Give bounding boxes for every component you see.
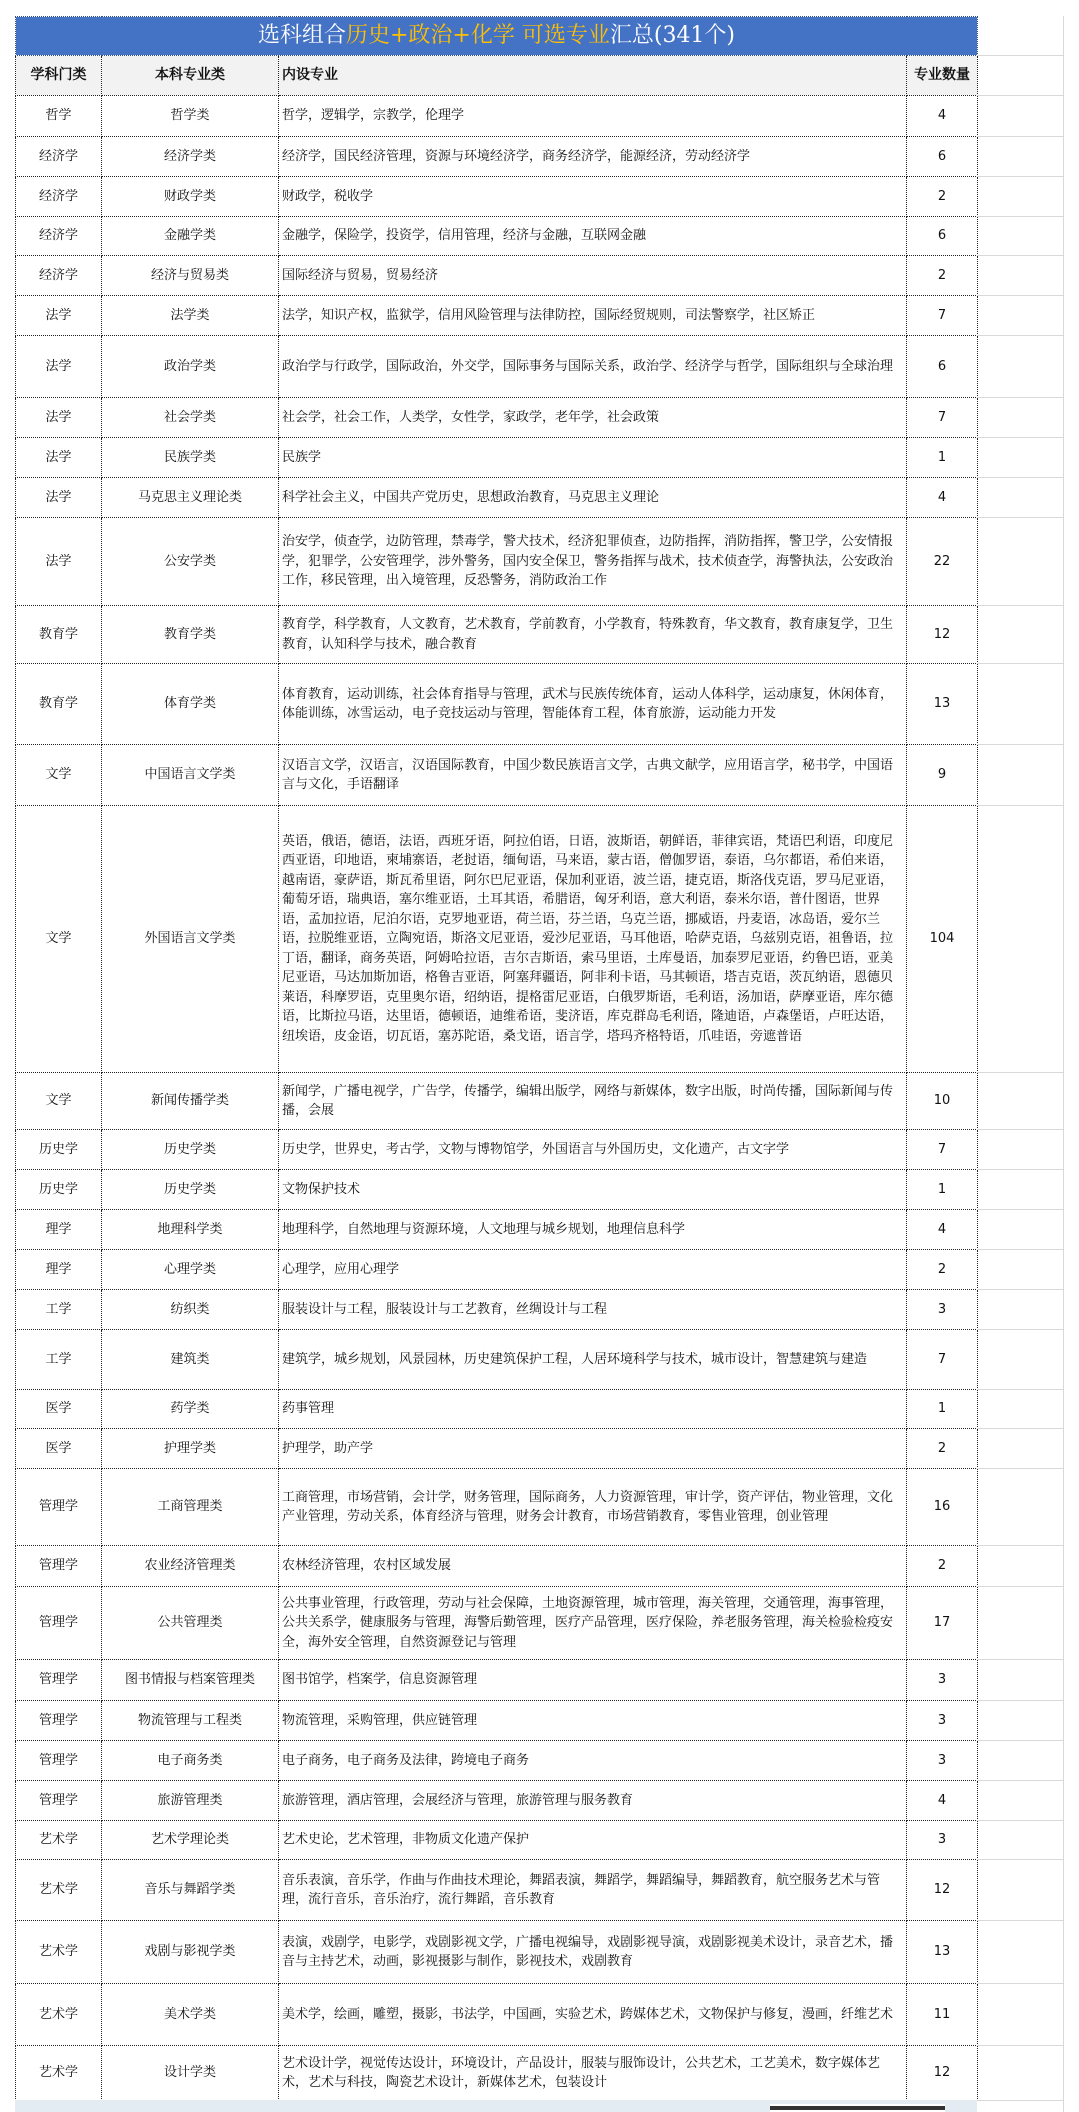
category-cell: 药学类 xyxy=(102,1390,279,1429)
table-row xyxy=(16,606,978,664)
discipline-cell: 理学 xyxy=(16,1250,102,1290)
majors-cell: 美术学，绘画，雕塑，摄影，书法学，中国画，实验艺术，跨媒体艺术，文物保护与修复，漫画，纤维艺术 xyxy=(279,1984,907,2046)
table-row xyxy=(16,1130,978,1170)
majors-cell: 图书馆学，档案学，信息资源管理 xyxy=(279,1660,907,1701)
count-cell: 12 xyxy=(907,606,978,664)
count-cell: 13 xyxy=(907,1921,978,1984)
majors-cell: 金融学，保险学，投资学，信用管理，经济与金融，互联网金融 xyxy=(279,217,907,256)
category-cell: 公共管理类 xyxy=(102,1587,279,1660)
discipline-cell: 艺术学 xyxy=(16,1921,102,1984)
count-cell: 2 xyxy=(907,256,978,296)
gridline xyxy=(977,805,1063,806)
table-row xyxy=(16,1390,978,1429)
table-row xyxy=(16,806,978,1073)
count-cell: 6 xyxy=(907,137,978,177)
count-cell: 2 xyxy=(907,177,978,217)
table-row xyxy=(16,1073,978,1130)
majors-cell: 社会学，社会工作，人类学，女性学，家政学，老年学，社会政策 xyxy=(279,398,907,438)
majors-cell: 新闻学，广播电视学，广告学，传播学，编辑出版学，网络与新媒体，数字出版，时尚传播，国际新闻与传播，会展 xyxy=(279,1073,907,1130)
table-row xyxy=(16,1290,978,1330)
category-cell: 政治学类 xyxy=(102,336,279,398)
discipline-cell: 法学 xyxy=(16,478,102,518)
gridline xyxy=(977,1700,1063,1701)
category-cell: 民族学类 xyxy=(102,438,279,478)
count-cell: 2 xyxy=(907,1250,978,1290)
category-cell: 心理学类 xyxy=(102,1250,279,1290)
discipline-cell: 医学 xyxy=(16,1390,102,1429)
majors-cell: 科学社会主义，中国共产党历史，思想政治教育，马克思主义理论 xyxy=(279,478,907,518)
category-cell: 戏剧与影视学类 xyxy=(102,1921,279,1984)
gridline xyxy=(977,1659,1063,1660)
majors-cell: 艺术设计学，视觉传达设计，环境设计，产品设计，服装与服饰设计，公共艺术，工艺美术，数字媒体艺术，艺术与科技，陶瓷艺术设计，新媒体艺术，包装设计 xyxy=(279,2046,907,2101)
table-row xyxy=(16,296,978,336)
gridline xyxy=(977,1983,1063,1984)
category-cell: 体育学类 xyxy=(102,664,279,745)
discipline-cell: 法学 xyxy=(16,296,102,336)
count-cell: 1 xyxy=(907,438,978,478)
count-cell: 4 xyxy=(907,478,978,518)
cut-off-footer-logo xyxy=(770,2104,945,2112)
page-title xyxy=(16,17,978,56)
majors-cell: 物流管理，采购管理，供应链管理 xyxy=(279,1701,907,1741)
gridline xyxy=(977,397,1063,398)
category-cell: 纺织类 xyxy=(102,1290,279,1330)
table-row xyxy=(16,1546,978,1587)
category-cell: 经济与贸易类 xyxy=(102,256,279,296)
majors-cell: 药事管理 xyxy=(279,1390,907,1429)
discipline-cell: 哲学 xyxy=(16,96,102,137)
category-cell: 马克思主义理论类 xyxy=(102,478,279,518)
majors-cell: 体育教育，运动训练，社会体育指导与管理，武术与民族传统体育，运动人体科学，运动康复，休闲体育，体能训练，冰雪运动，电子竞技运动与管理，智能体育工程，体育旅游，运动能力开发 xyxy=(279,664,907,745)
discipline-cell: 文学 xyxy=(16,806,102,1073)
gridline xyxy=(977,1329,1063,1330)
gridline xyxy=(977,477,1063,478)
table-row xyxy=(16,1984,978,2046)
count-cell: 7 xyxy=(907,296,978,336)
category-cell: 艺术学理论类 xyxy=(102,1821,279,1860)
majors-cell: 农林经济管理，农村区域发展 xyxy=(279,1546,907,1587)
gridline xyxy=(977,1169,1063,1170)
discipline-cell: 经济学 xyxy=(16,256,102,296)
majors-cell: 法学，知识产权，监狱学，信用风险管理与法律防控，国际经贸规则，司法警察学，社区矫正 xyxy=(279,296,907,336)
discipline-cell: 管理学 xyxy=(16,1469,102,1546)
count-cell: 13 xyxy=(907,664,978,745)
count-cell: 3 xyxy=(907,1660,978,1701)
count-cell: 3 xyxy=(907,1821,978,1860)
category-cell: 工商管理类 xyxy=(102,1469,279,1546)
header-discipline: 学科门类 xyxy=(16,56,102,96)
majors-cell: 治安学，侦查学，边防管理，禁毒学，警犬技术，经济犯罪侦查，边防指挥，消防指挥，警卫学，公安情报学，犯罪学，公安管理学，涉外警务，国内安全保卫，警务指挥与战术，技术侦查学，海警执法，公安政治工作，移民管理，出入境管理，反恐警务，消防政治工作 xyxy=(279,518,907,606)
table-row xyxy=(16,256,978,296)
gridline xyxy=(977,1072,1063,1073)
count-cell: 2 xyxy=(907,1546,978,1587)
count-cell: 6 xyxy=(907,217,978,256)
category-cell: 哲学类 xyxy=(102,96,279,137)
table-row xyxy=(16,745,978,806)
table-row xyxy=(16,398,978,438)
category-cell: 教育学类 xyxy=(102,606,279,664)
table-row xyxy=(16,1330,978,1390)
majors-cell: 公共事业管理，行政管理，劳动与社会保障，土地资源管理，城市管理，海关管理，交通管理，海事管理，公共关系学，健康服务与管理，海警后勤管理，医疗产品管理，医疗保险，养老服务管理，海关检验检疫安全，海外安全管理，自然资源登记与管理 xyxy=(279,1587,907,1660)
category-cell: 设计学类 xyxy=(102,2046,279,2101)
majors-cell: 财政学，税收学 xyxy=(279,177,907,217)
table-row xyxy=(16,1821,978,1860)
gridline xyxy=(977,1859,1063,1860)
gridline xyxy=(977,517,1063,518)
majors-cell: 教育学，科学教育，人文教育，艺术教育，学前教育，小学教育，特殊教育，华文教育，教育康复学，卫生教育，认知科学与技术，融合教育 xyxy=(279,606,907,664)
majors-cell: 服装设计与工程，服装设计与工艺教育，丝绸设计与工程 xyxy=(279,1290,907,1330)
table-row xyxy=(16,1469,978,1546)
count-cell: 4 xyxy=(907,1210,978,1250)
count-cell: 12 xyxy=(907,1860,978,1921)
category-cell: 农业经济管理类 xyxy=(102,1546,279,1587)
title-suffix: 汇总(341个) xyxy=(609,23,736,49)
table-row xyxy=(16,137,978,177)
title-row xyxy=(16,17,978,56)
count-cell: 16 xyxy=(907,1469,978,1546)
count-cell: 3 xyxy=(907,1701,978,1741)
discipline-cell: 历史学 xyxy=(16,1170,102,1210)
majors-cell: 历史学，世界史，考古学，文物与博物馆学，外国语言与外国历史，文化遗产，古文字学 xyxy=(279,1130,907,1170)
discipline-cell: 经济学 xyxy=(16,217,102,256)
count-cell: 104 xyxy=(907,806,978,1073)
category-cell: 中国语言文学类 xyxy=(102,745,279,806)
count-cell: 10 xyxy=(907,1073,978,1130)
category-cell: 新闻传播学类 xyxy=(102,1073,279,1130)
gridline xyxy=(977,1389,1063,1390)
category-cell: 旅游管理类 xyxy=(102,1781,279,1821)
table-row xyxy=(16,336,978,398)
gridline xyxy=(977,744,1063,745)
gridline xyxy=(977,176,1063,177)
table-row xyxy=(16,1429,978,1469)
discipline-cell: 艺术学 xyxy=(16,1860,102,1921)
discipline-cell: 法学 xyxy=(16,398,102,438)
discipline-cell: 文学 xyxy=(16,745,102,806)
table-row xyxy=(16,96,978,137)
gridline xyxy=(977,55,1063,56)
header-majors: 内设专业 xyxy=(279,56,907,96)
table-row xyxy=(16,1701,978,1741)
discipline-cell: 理学 xyxy=(16,1210,102,1250)
gridline xyxy=(977,1428,1063,1429)
gridline xyxy=(977,1209,1063,1210)
category-cell: 美术学类 xyxy=(102,1984,279,2046)
discipline-cell: 管理学 xyxy=(16,1546,102,1587)
gridline xyxy=(977,136,1063,137)
majors-cell: 音乐表演，音乐学，作曲与作曲技术理论，舞蹈表演，舞蹈学，舞蹈编导，舞蹈教育，航空服务艺术与管理，流行音乐，音乐治疗，流行舞蹈，音乐教育 xyxy=(279,1860,907,1921)
count-cell: 6 xyxy=(907,336,978,398)
majors-cell: 国际经济与贸易，贸易经济 xyxy=(279,256,907,296)
discipline-cell: 教育学 xyxy=(16,664,102,745)
category-cell: 外国语言文学类 xyxy=(102,806,279,1073)
count-cell: 3 xyxy=(907,1290,978,1330)
table-row xyxy=(16,1741,978,1781)
gridline xyxy=(977,663,1063,664)
majors-cell: 建筑学，城乡规划，风景园林，历史建筑保护工程，人居环境科学与技术，城市设计，智慧建筑与建造 xyxy=(279,1330,907,1390)
discipline-cell: 管理学 xyxy=(16,1660,102,1701)
header-category: 本科专业类 xyxy=(102,56,279,96)
majors-cell: 旅游管理，酒店管理，会展经济与管理，旅游管理与服务教育 xyxy=(279,1781,907,1821)
gridline xyxy=(977,95,1063,96)
table-row xyxy=(16,1250,978,1290)
gridline xyxy=(977,295,1063,296)
count-cell: 4 xyxy=(907,1781,978,1821)
gridline xyxy=(977,1468,1063,1469)
gridline xyxy=(977,1289,1063,1290)
table-row xyxy=(16,1921,978,1984)
gridline xyxy=(977,605,1063,606)
table-row xyxy=(16,1587,978,1660)
discipline-cell: 艺术学 xyxy=(16,1984,102,2046)
discipline-cell: 管理学 xyxy=(16,1781,102,1821)
count-cell: 3 xyxy=(907,1741,978,1781)
title-prefix: 选科组合 xyxy=(257,23,346,49)
gridline xyxy=(977,1249,1063,1250)
majors-cell: 英语，俄语，德语，法语，西班牙语，阿拉伯语，日语，波斯语，朝鲜语，菲律宾语，梵语巴利语，印度尼西亚语，印地语，柬埔寨语，老挝语，缅甸语，马来语，蒙古语，僧伽罗语，泰语，乌尔都语，希伯来语，越南语，豪萨语，斯瓦希里语，阿尔巴尼亚语，保加利亚语，波兰语，捷克语，斯洛伐克语，罗马尼亚语，葡萄牙语，瑞典语，塞尔维亚语，土耳其语，希腊语，匈牙利语，意大利语，泰米尔语，普什图语，世界语，孟加拉语，尼泊尔语，克罗地亚语，荷兰语，芬兰语，乌克兰语，挪威语，丹麦语，冰岛语，爱尔兰语，拉脱维亚语，立陶宛语，斯洛文尼亚语，爱沙尼亚语，马耳他语，哈萨克语，乌兹别克语，祖鲁语，拉丁语，翻译，商务英语，阿姆哈拉语，吉尔吉斯语，索马里语，土库曼语，加泰罗尼亚语，约鲁巴语，亚美尼亚语，马达加斯加语，格鲁吉亚语，阿塞拜疆语，阿非利卡语，马其顿语，塔吉克语，茨瓦纳语，恩德贝莱语，科摩罗语，克里奥尔语，绍纳语，提格雷尼亚语，白俄罗斯语，毛利语，汤加语，萨摩亚语，库尔德语，比斯拉马语，达里语，德顿语，迪维希语，斐济语，库克群岛毛利语，隆迪语，卢森堡语，卢旺达语，纽埃语，皮金语，切瓦语，塞苏陀语，桑戈语，语言学，塔玛齐格特语，爪哇语，旁遮普语 xyxy=(279,806,907,1073)
count-cell: 1 xyxy=(907,1390,978,1429)
count-cell: 9 xyxy=(907,745,978,806)
gridline xyxy=(977,216,1063,217)
category-cell: 护理学类 xyxy=(102,1429,279,1469)
gridline xyxy=(977,1920,1063,1921)
table-row xyxy=(16,1660,978,1701)
majors-cell: 哲学，逻辑学，宗教学，伦理学 xyxy=(279,96,907,137)
category-cell: 地理科学类 xyxy=(102,1210,279,1250)
discipline-cell: 医学 xyxy=(16,1429,102,1469)
discipline-cell: 管理学 xyxy=(16,1587,102,1660)
gridline xyxy=(977,1129,1063,1130)
count-cell: 11 xyxy=(907,1984,978,2046)
discipline-cell: 经济学 xyxy=(16,137,102,177)
majors-cell: 工商管理，市场营销，会计学，财务管理，国际商务，人力资源管理，审计学，资产评估，物业管理，文化产业管理，劳动关系，体育经济与管理，财务会计教育，市场营销教育，零售业管理，创业管理 xyxy=(279,1469,907,1546)
majors-cell: 汉语言文学，汉语言，汉语国际教育，中国少数民族语言文学，古典文献学，应用语言学，秘书学，中国语言与文化，手语翻译 xyxy=(279,745,907,806)
table-row xyxy=(16,438,978,478)
table-row xyxy=(16,478,978,518)
count-cell: 12 xyxy=(907,2046,978,2101)
discipline-cell: 教育学 xyxy=(16,606,102,664)
count-cell: 1 xyxy=(907,1170,978,1210)
discipline-cell: 管理学 xyxy=(16,1701,102,1741)
majors-cell: 艺术史论，艺术管理，非物质文化遗产保护 xyxy=(279,1821,907,1860)
discipline-cell: 经济学 xyxy=(16,177,102,217)
discipline-cell: 管理学 xyxy=(16,1741,102,1781)
majors-cell: 民族学 xyxy=(279,438,907,478)
gridline xyxy=(977,1820,1063,1821)
majors-cell: 护理学，助产学 xyxy=(279,1429,907,1469)
header-row xyxy=(16,56,978,96)
count-cell: 22 xyxy=(907,518,978,606)
table-row xyxy=(16,1170,978,1210)
count-cell: 7 xyxy=(907,1130,978,1170)
empty-spreadsheet-column xyxy=(977,16,1064,2112)
majors-cell: 经济学，国民经济管理，资源与环境经济学，商务经济学，能源经济，劳动经济学 xyxy=(279,137,907,177)
category-cell: 公安学类 xyxy=(102,518,279,606)
table-row xyxy=(16,518,978,606)
category-cell: 建筑类 xyxy=(102,1330,279,1390)
category-cell: 图书情报与档案管理类 xyxy=(102,1660,279,1701)
table-row xyxy=(16,2046,978,2101)
category-cell: 法学类 xyxy=(102,296,279,336)
category-cell: 财政学类 xyxy=(102,177,279,217)
category-cell: 历史学类 xyxy=(102,1170,279,1210)
table-row xyxy=(16,1210,978,1250)
count-cell: 7 xyxy=(907,398,978,438)
count-cell: 4 xyxy=(907,96,978,137)
table-row xyxy=(16,177,978,217)
gridline xyxy=(977,437,1063,438)
majors-cell: 电子商务，电子商务及法律，跨境电子商务 xyxy=(279,1741,907,1781)
table-row xyxy=(16,217,978,256)
header-count: 专业数量 xyxy=(907,56,978,96)
gridline xyxy=(977,255,1063,256)
discipline-cell: 历史学 xyxy=(16,1130,102,1170)
majors-cell: 政治学与行政学，国际政治，外交学，国际事务与国际关系，政治学、经济学与哲学，国际组织与全球治理 xyxy=(279,336,907,398)
gridline xyxy=(977,335,1063,336)
gridline xyxy=(977,1780,1063,1781)
majors-cell: 文物保护技术 xyxy=(279,1170,907,1210)
gridline xyxy=(977,1586,1063,1587)
discipline-cell: 工学 xyxy=(16,1290,102,1330)
discipline-cell: 艺术学 xyxy=(16,1821,102,1860)
category-cell: 电子商务类 xyxy=(102,1741,279,1781)
category-cell: 经济学类 xyxy=(102,137,279,177)
discipline-cell: 法学 xyxy=(16,438,102,478)
category-cell: 金融学类 xyxy=(102,217,279,256)
table-row xyxy=(16,664,978,745)
discipline-cell: 工学 xyxy=(16,1330,102,1390)
majors-summary-table xyxy=(15,16,978,2101)
count-cell: 17 xyxy=(907,1587,978,1660)
majors-cell: 表演，戏剧学，电影学，戏剧影视文学，广播电视编导，戏剧影视导演，戏剧影视美术设计，录音艺术，播音与主持艺术，动画，影视摄影与制作，影视技术，戏剧教育 xyxy=(279,1921,907,1984)
gridline xyxy=(977,1740,1063,1741)
discipline-cell: 文学 xyxy=(16,1073,102,1130)
majors-cell: 心理学，应用心理学 xyxy=(279,1250,907,1290)
gridline xyxy=(977,1545,1063,1546)
count-cell: 2 xyxy=(907,1429,978,1469)
category-cell: 社会学类 xyxy=(102,398,279,438)
gridline xyxy=(977,2100,1063,2101)
table-row xyxy=(16,1860,978,1921)
discipline-cell: 艺术学 xyxy=(16,2046,102,2101)
discipline-cell: 法学 xyxy=(16,518,102,606)
count-cell: 7 xyxy=(907,1330,978,1390)
title-highlight: 历史+政治+化学 可选专业 xyxy=(345,23,610,49)
category-cell: 物流管理与工程类 xyxy=(102,1701,279,1741)
category-cell: 音乐与舞蹈学类 xyxy=(102,1860,279,1921)
gridline xyxy=(977,2045,1063,2046)
table-row xyxy=(16,1781,978,1821)
discipline-cell: 法学 xyxy=(16,336,102,398)
table-body xyxy=(16,96,978,2101)
category-cell: 历史学类 xyxy=(102,1130,279,1170)
majors-cell: 地理科学，自然地理与资源环境，人文地理与城乡规划，地理信息科学 xyxy=(279,1210,907,1250)
